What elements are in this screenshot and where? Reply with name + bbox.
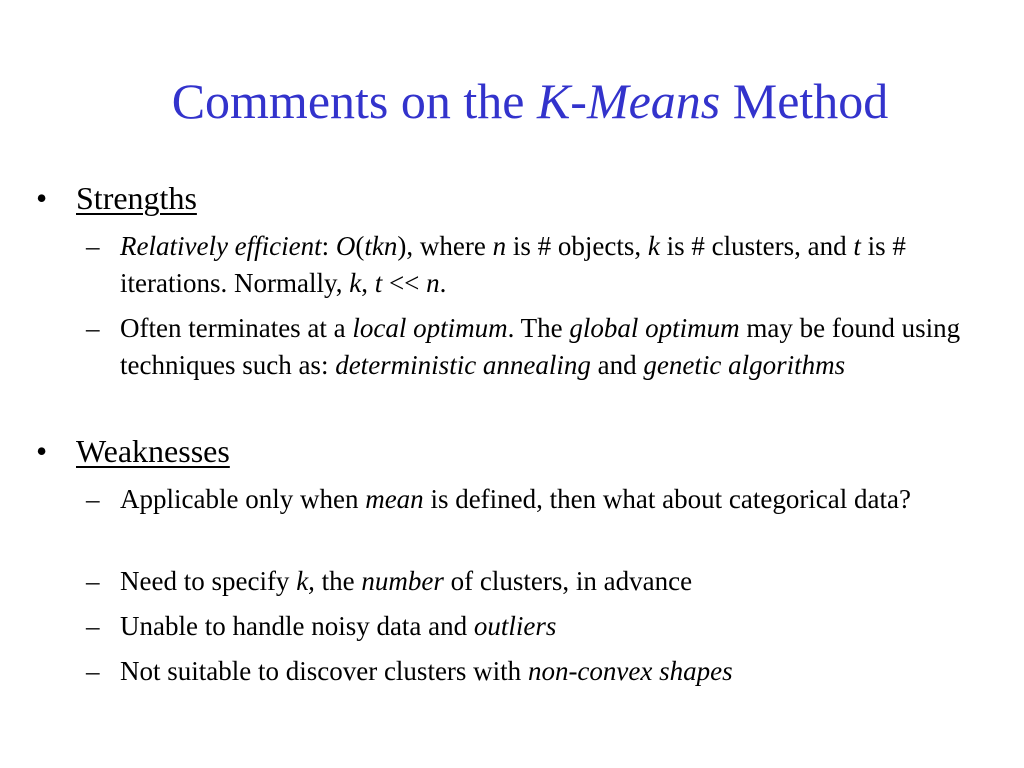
italic-run: t [374, 268, 383, 298]
weaknesses-item-outliers [86, 608, 991, 645]
text-run: Comments on the [171, 73, 537, 129]
italic-run: K-Means [536, 73, 721, 129]
italic-run: n [426, 268, 440, 298]
section-heading-weaknesses: Weaknesses [76, 433, 230, 469]
italic-run: Relatively efficient [120, 231, 322, 261]
text-run: the [314, 566, 362, 596]
bullet-glyph: • [36, 180, 48, 216]
text-run: . [439, 268, 447, 298]
text-run: Unable to handle noisy data and [120, 611, 474, 641]
text-run: : [321, 231, 336, 261]
italic-run: k, [296, 566, 315, 596]
italic-run: global optimum [569, 313, 740, 343]
text-run: may be found using techniques such as: [120, 313, 961, 380]
italic-run: number [361, 566, 444, 596]
italic-run: k [349, 268, 362, 298]
strengths-item-efficiency [86, 228, 991, 302]
bullet-glyph: • [36, 433, 48, 469]
bullet-weaknesses [36, 431, 230, 471]
weaknesses-item-non-convex [86, 653, 991, 690]
text-run: is # clusters, and [659, 231, 854, 261]
italic-run: k [647, 231, 660, 261]
text-run: ( [355, 231, 365, 261]
item-text [120, 481, 991, 518]
strengths-item-optimum [86, 310, 991, 384]
dash-glyph: – [86, 484, 100, 514]
italic-run: deterministic annealing [335, 350, 591, 380]
italic-run: local optimum [352, 313, 508, 343]
item-text [120, 653, 991, 690]
dash-glyph: – [86, 611, 100, 641]
text-run: ), where [397, 231, 493, 261]
item-text [120, 310, 991, 384]
weaknesses-item-mean [86, 481, 991, 518]
dash-glyph: – [86, 566, 100, 596]
bullet-strengths [36, 178, 197, 218]
slide-title [0, 66, 1024, 136]
text-run: is # objects, [506, 231, 648, 261]
text-run: and [590, 350, 644, 380]
italic-run: outliers [473, 611, 557, 641]
italic-run: t [853, 231, 861, 261]
text-run: , [361, 268, 375, 298]
text-run: Need to specify [120, 566, 297, 596]
italic-run: n [492, 231, 507, 261]
text-run: Applicable only when [120, 484, 366, 514]
text-run: Method [720, 73, 889, 129]
text-run: Not suitable to discover clusters with [120, 656, 528, 686]
italic-run: O [335, 231, 356, 261]
dash-glyph: – [86, 231, 100, 261]
italic-run: tkn [364, 231, 398, 261]
text-run: . The [507, 313, 570, 343]
italic-run: genetic algorithms [643, 350, 846, 380]
weaknesses-item-specify-k [86, 563, 991, 600]
section-heading-strengths: Strengths [76, 180, 197, 216]
italic-run: mean [365, 484, 424, 514]
text-run: Often terminates at a [120, 313, 353, 343]
item-text [120, 228, 991, 302]
text-run: is defined, then what about categorical data? [423, 484, 911, 514]
text-run: << [382, 268, 427, 298]
text-run: is # iterations. Normally, [120, 231, 906, 298]
item-text [120, 608, 991, 645]
text-run: of clusters, in advance [443, 566, 693, 596]
dash-glyph: – [86, 313, 100, 343]
item-text [120, 563, 991, 600]
dash-glyph: – [86, 656, 100, 686]
italic-run: non-convex shapes [527, 656, 733, 686]
